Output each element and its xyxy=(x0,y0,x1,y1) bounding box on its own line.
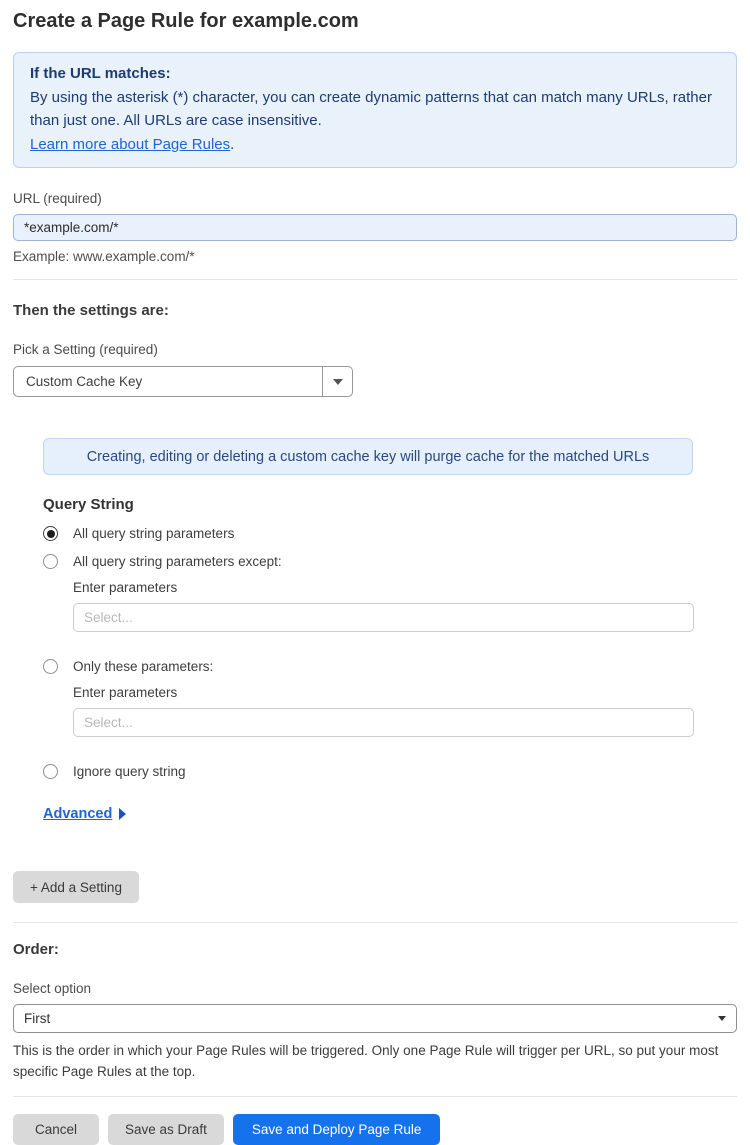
spacer xyxy=(13,632,737,646)
radio-option-ignore-query-string[interactable] xyxy=(43,764,737,779)
url-field-label: URL (required) xyxy=(13,191,102,206)
enter-parameters-label: Enter parameters xyxy=(73,685,178,700)
page-title: Create a Page Rule for example.com xyxy=(13,10,359,32)
order-select-value: First xyxy=(24,1011,51,1026)
info-box-body: By using the asterisk (*) character, you can create dynamic patterns that can match many URLs, rather than just one. All URLs are case insensitive. xyxy=(30,88,712,129)
order-heading: Order: xyxy=(13,941,59,958)
query-string-heading: Query String xyxy=(43,496,134,513)
radio-button-icon[interactable] xyxy=(43,554,58,569)
save-as-draft-button[interactable]: Save as Draft xyxy=(108,1114,224,1145)
info-box-link-line xyxy=(30,133,720,157)
setting-select[interactable] xyxy=(13,366,353,397)
except-parameters-input[interactable] xyxy=(73,603,694,632)
chevron-down-icon xyxy=(333,379,343,385)
save-and-deploy-button[interactable]: Save and Deploy Page Rule xyxy=(233,1114,441,1145)
cancel-button[interactable]: Cancel xyxy=(13,1114,99,1145)
radio-button-icon[interactable] xyxy=(43,764,58,779)
cache-key-warning-banner: Creating, editing or deleting a custom cache key will purge cache for the matched URLs xyxy=(43,438,693,475)
divider-actions xyxy=(13,1096,737,1097)
setting-select-value: Custom Cache Key xyxy=(26,374,143,389)
radio-option-label: All query string parameters except: xyxy=(73,554,282,569)
learn-more-link[interactable]: Learn more about Page Rules xyxy=(30,135,231,153)
order-select-label: Select option xyxy=(13,981,92,996)
add-setting-button[interactable]: + Add a Setting xyxy=(13,871,139,903)
info-box-heading: If the URL matches: xyxy=(30,65,171,82)
radio-option-only-these[interactable] xyxy=(43,659,737,674)
order-help-text: This is the order in which your Page Rules will be triggered. Only one Page Rule will trigger per URL, so put your most specific Page Rules at the top. xyxy=(13,1043,719,1079)
page-rule-form xyxy=(0,9,750,1145)
chevron-down-icon xyxy=(718,1016,726,1021)
only-parameters-input[interactable] xyxy=(73,708,694,737)
order-select[interactable] xyxy=(13,1004,737,1033)
url-input[interactable] xyxy=(13,214,737,241)
url-example-text: Example: www.example.com/* xyxy=(13,249,195,264)
setting-select-arrow-button[interactable] xyxy=(322,367,352,396)
enter-parameters-label: Enter parameters xyxy=(73,580,178,595)
url-match-info-box xyxy=(13,52,737,168)
advanced-link[interactable] xyxy=(43,806,126,822)
chevron-right-icon xyxy=(119,808,126,820)
settings-section-heading: Then the settings are: xyxy=(13,302,169,319)
radio-option-all-parameters[interactable] xyxy=(43,526,737,541)
radio-option-label: Only these parameters: xyxy=(73,659,214,674)
link-period: . xyxy=(230,135,235,153)
pick-setting-label: Pick a Setting (required) xyxy=(13,342,158,357)
advanced-link-label: Advanced xyxy=(43,806,113,822)
divider-top xyxy=(13,279,737,280)
divider-order xyxy=(13,922,737,923)
radio-button-icon[interactable] xyxy=(43,526,58,541)
radio-option-all-except[interactable] xyxy=(43,554,737,569)
radio-option-label: Ignore query string xyxy=(73,764,186,779)
spacer xyxy=(13,737,737,751)
radio-option-label: All query string parameters xyxy=(73,526,235,541)
radio-button-icon[interactable] xyxy=(43,659,58,674)
